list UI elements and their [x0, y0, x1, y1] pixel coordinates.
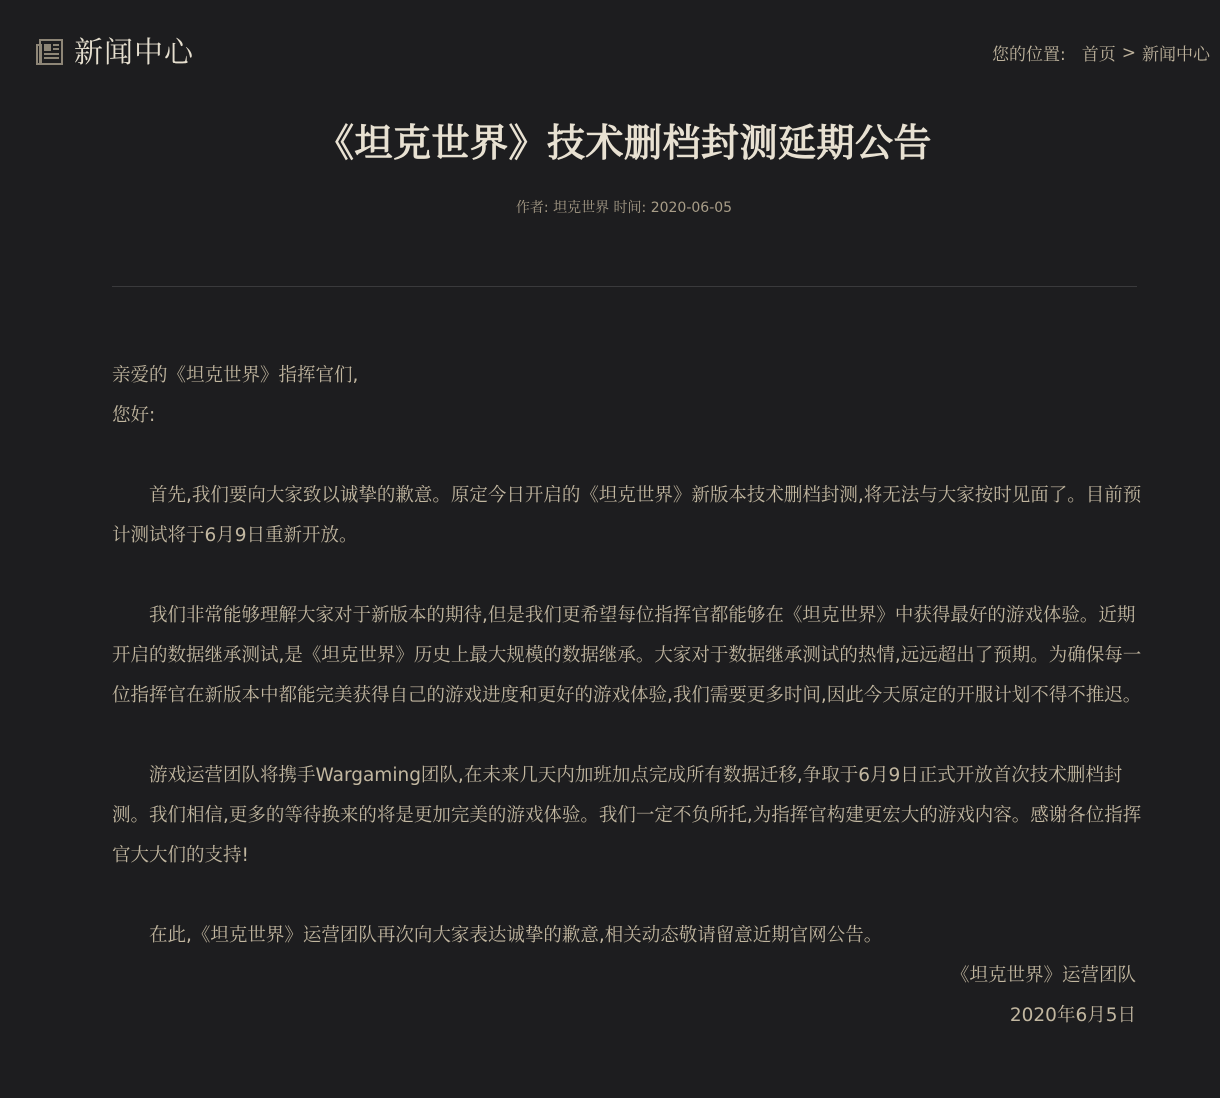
section-title [36, 34, 194, 70]
breadcrumb-home-link[interactable]: 首页 [1081, 45, 1116, 65]
breadcrumb-current-link[interactable]: 新闻中心 [1142, 45, 1210, 65]
title-divider [112, 286, 1137, 287]
section-title-text: 新闻中心 [74, 35, 195, 69]
signature: 《坦克世界》运营团队 [950, 965, 1136, 986]
article-body [112, 356, 1142, 1036]
paragraph-reason: 我们非常能够理解大家对于新版本的期待,但是我们更希望每位指挥官都能够在《坦克世界》中获得最好的游戏体验。近期开启的数据继承测试,是《坦克世界》历史上最大规模的数据继承。大家对于数据继承测试的热情,远远超出了预期。为确保每一位指挥官在新版本中都能完美获得自己的游戏进度和更好的游戏体验,我们需要更多时间,因此今天原定的开服计划不得不推迟。 [112, 605, 1142, 706]
breadcrumb-prefix: 您的位置: [992, 45, 1066, 65]
salutation: 亲爱的《坦克世界》指挥官们, [112, 365, 359, 386]
paragraph-apology: 首先,我们要向大家致以诚挚的歉意。原定今日开启的《坦克世界》新版本技术删档封测,将无法与大家按时见面了。目前预计测试将于6月9日重新开放。 [112, 485, 1142, 546]
paragraph-plan: 游戏运营团队将携手Wargaming团队,在未来几天内加班加点完成所有数据迁移,争取于6月9日正式开放首次技术删档封测。我们相信,更多的等待换来的将是更加完美的游戏体验。我们一定不负所托,为指挥官构建更宏大的游戏内容。感谢各位指挥官大大们的支持! [112, 765, 1142, 866]
greeting: 您好: [112, 405, 156, 426]
article-meta: 作者: 坦克世界 时间: 2020-06-05 [515, 200, 733, 216]
page-header [0, 0, 1220, 100]
paragraph-closing: 在此,《坦克世界》运营团队再次向大家表达诚挚的歉意,相关动态敬请留意近期官网公告。 [149, 925, 883, 946]
article-title: 《坦克世界》技术删档封测延期公告 [315, 121, 932, 165]
signature-date: 2020年6月5日 [1009, 1005, 1136, 1026]
breadcrumb [992, 40, 1210, 65]
newspaper-icon [36, 37, 66, 67]
breadcrumb-separator: > [1121, 42, 1136, 63]
